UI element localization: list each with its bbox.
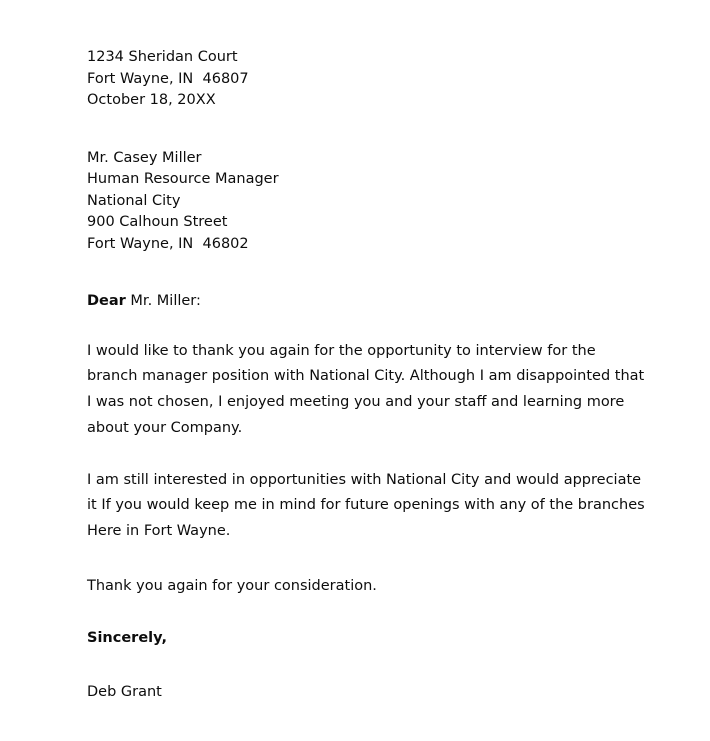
closing-valediction: Sincerely, — [87, 629, 167, 646]
signature-name: Deb Grant — [87, 684, 162, 701]
letter-body — [87, 47, 650, 704]
body-paragraph-1: I would like to thank you again for the opportunity to interview for the branch manager position with National City. Although I am disappointed that I was not chosen, I enjoyed meeting you and your staff and learning more about your Company. — [87, 342, 649, 436]
body-paragraph-3: Thank you again for your consideration. — [87, 578, 377, 595]
recipient-address-block — [87, 148, 645, 256]
salutation-line — [87, 291, 645, 313]
recipient-street: 900 Calhoun Street — [87, 214, 228, 230]
recipient-name: Mr. Casey Miller — [87, 149, 202, 166]
salutation-addressee: Mr. Miller: — [125, 293, 201, 309]
recipient-company: National City — [87, 192, 181, 209]
return-address-city-state-zip: Fort Wayne, IN 46807 — [87, 70, 249, 87]
body-paragraph-2: I am still interested in opportunities with National City and would appreciate it If you would keep me in mind for future openings with any of the branches Here in Fort Wayne. — [87, 471, 650, 540]
return-address-block — [87, 47, 645, 112]
recipient-title: Human Resource Manager — [87, 171, 279, 187]
salutation-greeting: Dear — [87, 293, 126, 309]
recipient-city-state-zip: Fort Wayne, IN 46802 — [87, 235, 249, 252]
letter-date: October 18, 20XX — [87, 92, 216, 108]
return-address-street: 1234 Sheridan Court — [87, 49, 238, 65]
